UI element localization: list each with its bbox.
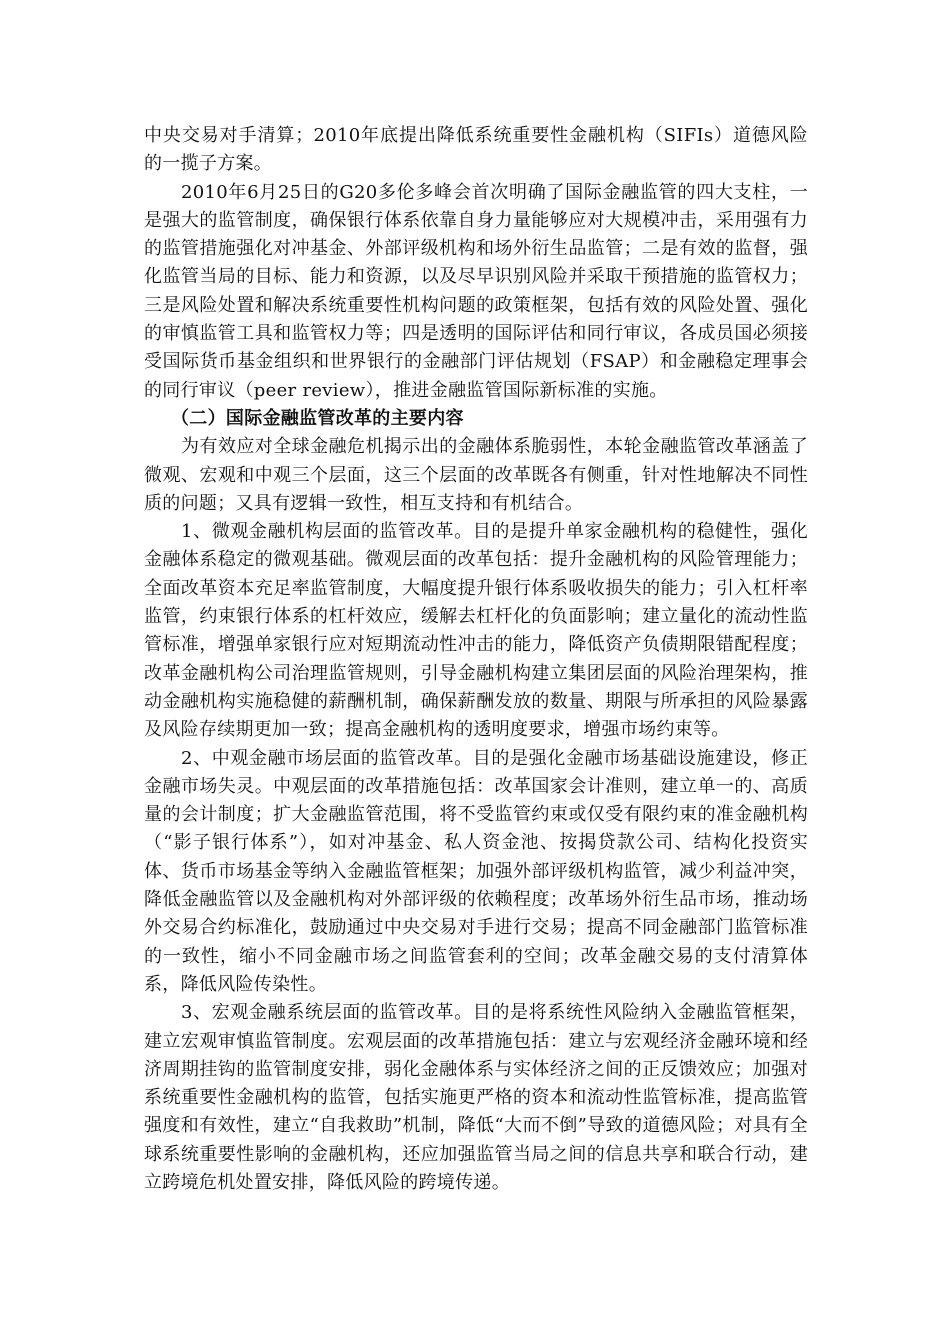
section-heading: （二）国际金融监管改革的主要内容 (171, 407, 464, 429)
document-body (144, 122, 808, 1197)
paragraph-g20-pillars: 2010年6月25日的G20多伦多峰会首次明确了国际金融监管的四大支柱，一是强大的监管制度，确保银行体系依靠自身力量能够应对大规模冲击，采用强有力的监管措施强化对冲基金、外部评级机构和场外衍生品监管；二是有效的监督，强化监管当局的目标、能力和资源，以及尽早识别风险并采取干预措施的监管权力；三是风险处置和解决系统重要性机构问题的政策框架，包括有效的风险处置、强化的审慎监管工具和监管权力等；四是透明的国际评估和同行审议，各成员国必须接受国际货币基金组织和世界银行的金融部门评估规划（FSAP）和金融稳定理事会的同行审议（peer review），推进金融监管国际新标准的实施。 (144, 181, 808, 401)
paragraph-reform-overview: 为有效应对全球金融危机揭示出的金融体系脆弱性，本轮金融监管改革涵盖了微观、宏观和中观三个层面，这三个层面的改革既各有侧重，针对性地解决不同性质的问题；又具有逻辑一致性，相互支持和有机结合。 (144, 436, 808, 514)
paragraph-continuation: 中央交易对手清算；2010年底提出降低系统重要性金融机构（SIFIs）道德风险的一揽子方案。 (144, 125, 808, 175)
paragraph-micro-reform: 1、微观金融机构层面的监管改革。目的是提升单家金融机构的稳健性，强化金融体系稳定的微观基础。微观层面的改革包括：提升金融机构的风险管理能力；全面改革资本充足率监管制度，大幅度提升银行体系吸收损失的能力；引入杠杆率监管，约束银行体系的杠杆效应，缓解去杠杆化的负面影响；建立量化的流动性监管标准，增强单家银行应对短期流动性冲击的能力，降低资产负债期限错配程度；改革金融机构公司治理监管规则，引导金融机构建立集团层面的风险治理架构，推动金融机构实施稳健的薪酬机制，确保薪酬发放的数量、期限与所承担的风险暴露及风险存续期更加一致；提高金融机构的透明度要求，增强市场约束等。 (144, 521, 808, 741)
paragraph-macro-reform: 3、宏观金融系统层面的监管改革。目的是将系统性风险纳入金融监管框架，建立宏观审慎监管制度。宏观层面的改革措施包括：建立与宏观经济金融环境和经济周期挂钩的监管制度安排，弱化金融体系与实体经济之间的正反馈效应；加强对系统重要性金融机构的监管，包括实施更严格的资本和流动性监管标准，提高监管强度和有效性，建立“自我救助”机制，降低“大而不倒”导致的道德风险；对具有全球系统重要性影响的金融机构，还应加强监管当局之间的信息共享和联合行动，建立跨境危机处置安排，降低风险的跨境传递。 (144, 1002, 808, 1193)
paragraph-meso-reform: 2、中观金融市场层面的监管改革。目的是强化金融市场基础设施建设，修正金融市场失灵。中观层面的改革措施包括：改革国家会计准则，建立单一的、高质量的会计制度；扩大金融监管范围，将不受监管约束或仅受有限约束的准金融机构（“影子银行体系”），如对冲基金、私人资金池、按揭贷款公司、结构化投资实体、货币市场基金等纳入金融监管框架；加强外部评级机构监管，减少利益冲突，降低金融监管以及金融机构对外部评级的依赖程度；改革场外衍生品市场，推动场外交易合约标准化，鼓励通过中央交易对手进行交易；提高不同金融部门监管标准的一致性，缩小不同金融市场之间监管套利的空间；改革金融交易的支付清算体系，降低风险传染性。 (144, 747, 808, 995)
